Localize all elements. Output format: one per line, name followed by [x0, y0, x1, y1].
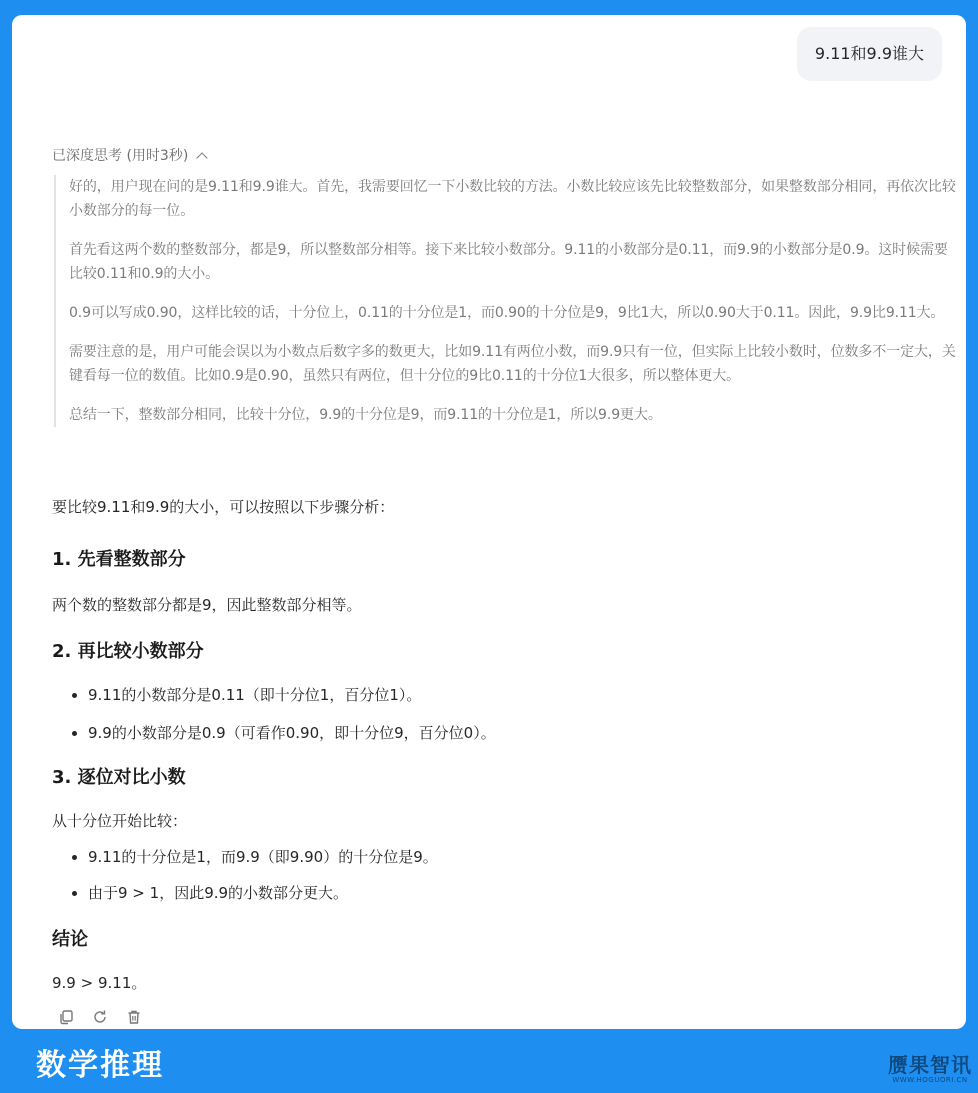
thinking-content	[54, 175, 957, 427]
step3-list	[52, 845, 942, 905]
regenerate-button[interactable]	[90, 1007, 110, 1027]
refresh-icon	[92, 1009, 108, 1025]
copy-button[interactable]	[56, 1007, 76, 1027]
chevron-up-icon	[197, 152, 208, 163]
watermark-text: 赝果智讯	[888, 1053, 972, 1077]
answer-intro: 要比较9.11和9.9的大小，可以按照以下步骤分析：	[52, 498, 395, 516]
thinking-paragraph: 首先看这两个数的整数部分，都是9，所以整数部分相等。接下来比较小数部分。9.11的小数部分是0.11，而9.9的小数部分是0.9。这时候需要比较0.11和0.9的大小。	[69, 242, 948, 282]
watermark-logo	[888, 1054, 972, 1085]
watermark-subtext: WWW.HOGUORI.CN	[892, 1076, 968, 1084]
thinking-header-label: 已深度思考 (用时3秒)	[52, 148, 189, 164]
list-item: • 由于9 > 1，因此9.9的小数部分更大。	[88, 881, 942, 905]
thinking-paragraph: 总结一下，整数部分相同，比较十分位，9.9的十分位是9，而9.11的十分位是1，所以9.9更大。	[69, 407, 662, 423]
thinking-paragraph: 好的，用户现在问的是9.11和9.9谁大。首先，我需要回忆一下小数比较的方法。小数比较应该先比较整数部分，如果整数部分相同，再依次比较小数部分的每一位。	[69, 179, 956, 219]
answer-content	[52, 495, 942, 995]
footer-title: 数学推理	[36, 1048, 164, 1083]
thinking-toggle[interactable]	[52, 145, 206, 165]
message-actions	[56, 1007, 144, 1027]
thinking-paragraph: 需要注意的是，用户可能会误以为小数点后数字多的数更大，比如9.11有两位小数，而9.9只有一位，但实际上比较小数时，位数多不一定大，关键看每一位的数值。比如0.9是0.90，虽然只有两位，但十分位的9比0.11的十分位1大很多，所以整体更大。	[69, 344, 956, 384]
delete-button[interactable]	[124, 1007, 144, 1027]
conclusion-heading: 结论	[52, 929, 88, 950]
list-item: • 9.9的小数部分是0.9（可看作0.90，即十分位9，百分位0）。	[88, 721, 942, 745]
step1-heading: 1. 先看整数部分	[52, 549, 186, 570]
step3-heading: 3. 逐位对比小数	[52, 767, 186, 788]
step2-heading: 2. 再比较小数部分	[52, 641, 204, 662]
step3-text: 从十分位开始比较：	[52, 812, 188, 830]
thinking-paragraph: 0.9可以写成0.90，这样比较的话，十分位上，0.11的十分位是1，而0.90的十分位是9，9比1大，所以0.90大于0.11。因此，9.9比9.11大。	[69, 305, 945, 321]
step2-list	[52, 683, 942, 745]
step1-text: 两个数的整数部分都是9，因此整数部分相等。	[52, 596, 362, 614]
list-item: • 9.11的小数部分是0.11（即十分位1，百分位1）。	[88, 683, 942, 707]
list-item: • 9.11的十分位是1，而9.9（即9.90）的十分位是9。	[88, 845, 942, 869]
user-message-bubble: 9.11和9.9谁大	[797, 27, 942, 81]
copy-icon	[58, 1009, 74, 1025]
chat-card	[12, 15, 966, 1029]
trash-icon	[126, 1009, 142, 1025]
conclusion-text: 9.9 > 9.11。	[52, 974, 147, 992]
